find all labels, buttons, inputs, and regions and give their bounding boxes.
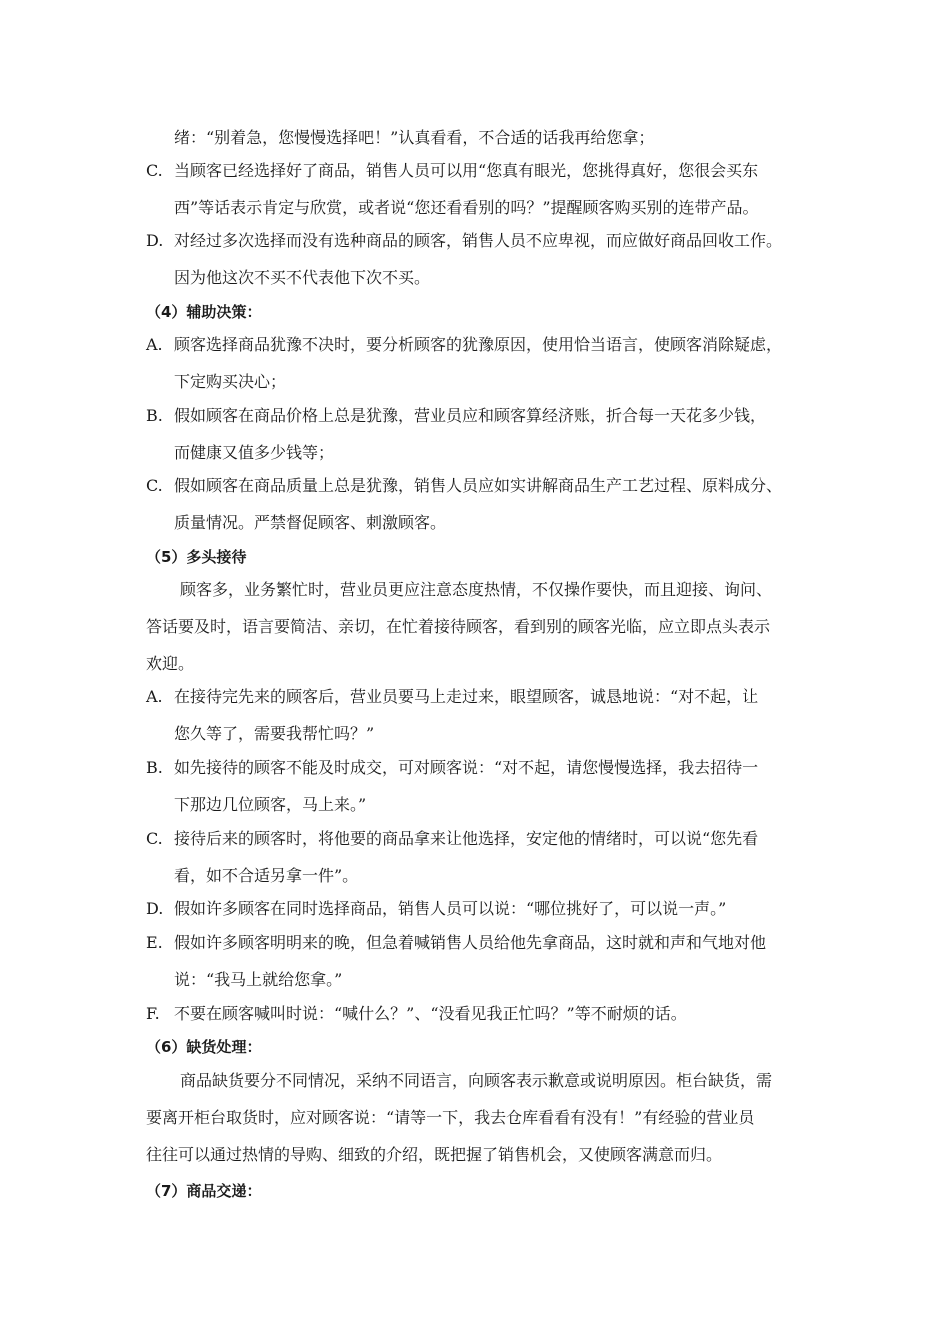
line-text: 不要在顾客喊叫时说：“喊什么？”、“没看见我正忙吗？”等不耐烦的话。: [174, 1004, 687, 1023]
line-text: 商品缺货要分不同情况，采纳不同语言，向顾客表示歉意或说明原因。柜台缺货，需: [180, 1071, 773, 1090]
line-text: 答话要及时，语言要简洁、亲切，在忙着接待顾客，看到别的顾客光临，应立即点头表示: [146, 617, 771, 636]
list-marker: F.: [146, 1004, 160, 1023]
heading-text: （4）辅助决策：: [146, 303, 262, 321]
line-text: 假如顾客在商品价格上总是犹豫，营业员应和顾客算经济账，折合每一天花多少钱，: [174, 406, 767, 425]
line-text: 下定购买决心；: [174, 372, 287, 391]
line-text: 在接待完先来的顾客后，营业员要马上走过来，眼望顾客，诚恳地说：“对不起，让: [174, 687, 759, 706]
line-text: 如先接待的顾客不能及时成交，可对顾客说：“对不起，请您慢慢选择，我去招待一: [174, 758, 759, 777]
list-marker: E.: [146, 933, 163, 952]
list-marker: A.: [146, 687, 163, 706]
list-marker: B.: [146, 406, 163, 425]
line-text: 看，如不合适另拿一件”。: [174, 866, 359, 885]
line-text: 接待后来的顾客时，将他要的商品拿来让他选择，安定他的情绪时，可以说“您先看: [174, 829, 759, 848]
line-text: 要离开柜台取货时，应对顾客说：“请等一下，我去仓库看看有没有！”有经验的营业员: [146, 1108, 755, 1127]
line-text: 顾客多，业务繁忙时，营业员更应注意态度热情，不仅操作要快，而且迎接、询问、: [180, 580, 773, 599]
line-text: 欢迎。: [146, 654, 195, 673]
line-text: 顾客选择商品犹豫不决时，要分析顾客的犹豫原因，使用恰当语言，使顾客消除疑虑，: [174, 335, 783, 354]
heading-text: （5）多头接待: [146, 548, 247, 566]
line-text: 往往可以通过热情的导购、细致的介绍，既把握了销售机会，又使顾客满意而归。: [146, 1145, 723, 1164]
line-text: 您久等了，需要我帮忙吗？”: [174, 724, 375, 743]
list-marker: D.: [146, 231, 164, 250]
list-marker: C.: [146, 161, 163, 180]
list-marker: C.: [146, 476, 163, 495]
line-text: 因为他这次不买不代表他下次不买。: [174, 268, 431, 287]
line-text: 假如许多顾客明明来的晚，但急着喊销售人员给他先拿商品，这时就和声和气地对他: [174, 933, 767, 952]
list-marker: D.: [146, 899, 164, 918]
line-text: 假如顾客在商品质量上总是犹豫，销售人员应如实讲解商品生产工艺过程、原料成分、: [174, 476, 783, 495]
heading-text: （7）商品交递：: [146, 1182, 262, 1200]
heading-text: （6）缺货处理：: [146, 1038, 262, 1056]
list-marker: C.: [146, 829, 163, 848]
list-marker: A.: [146, 335, 163, 354]
line-text: 当顾客已经选择好了商品，销售人员可以用“您真有眼光，您挑得真好，您很会买东: [174, 161, 759, 180]
line-text: 下那边几位顾客，马上来。”: [174, 795, 367, 814]
list-marker: B.: [146, 758, 163, 777]
line-text: 而健康又值多少钱等；: [174, 443, 335, 462]
line-text: 西”等话表示肯定与欣赏，或者说“您还看看别的吗？”提醒顾客购买别的连带产品。: [174, 198, 759, 217]
line-text: 质量情况。严禁督促顾客、刺激顾客。: [174, 513, 447, 532]
line-text: 说：“我马上就给您拿。”: [174, 970, 343, 989]
line-text: 假如许多顾客在同时选择商品，销售人员可以说：“哪位挑好了，可以说一声。”: [174, 899, 727, 918]
line-text: 对经过多次选择而没有选种商品的顾客，销售人员不应卑视，而应做好商品回收工作。: [174, 231, 783, 250]
line-text: 绪：“别着急，您慢慢选择吧！”认真看看，不合适的话我再给您拿；: [174, 128, 655, 147]
